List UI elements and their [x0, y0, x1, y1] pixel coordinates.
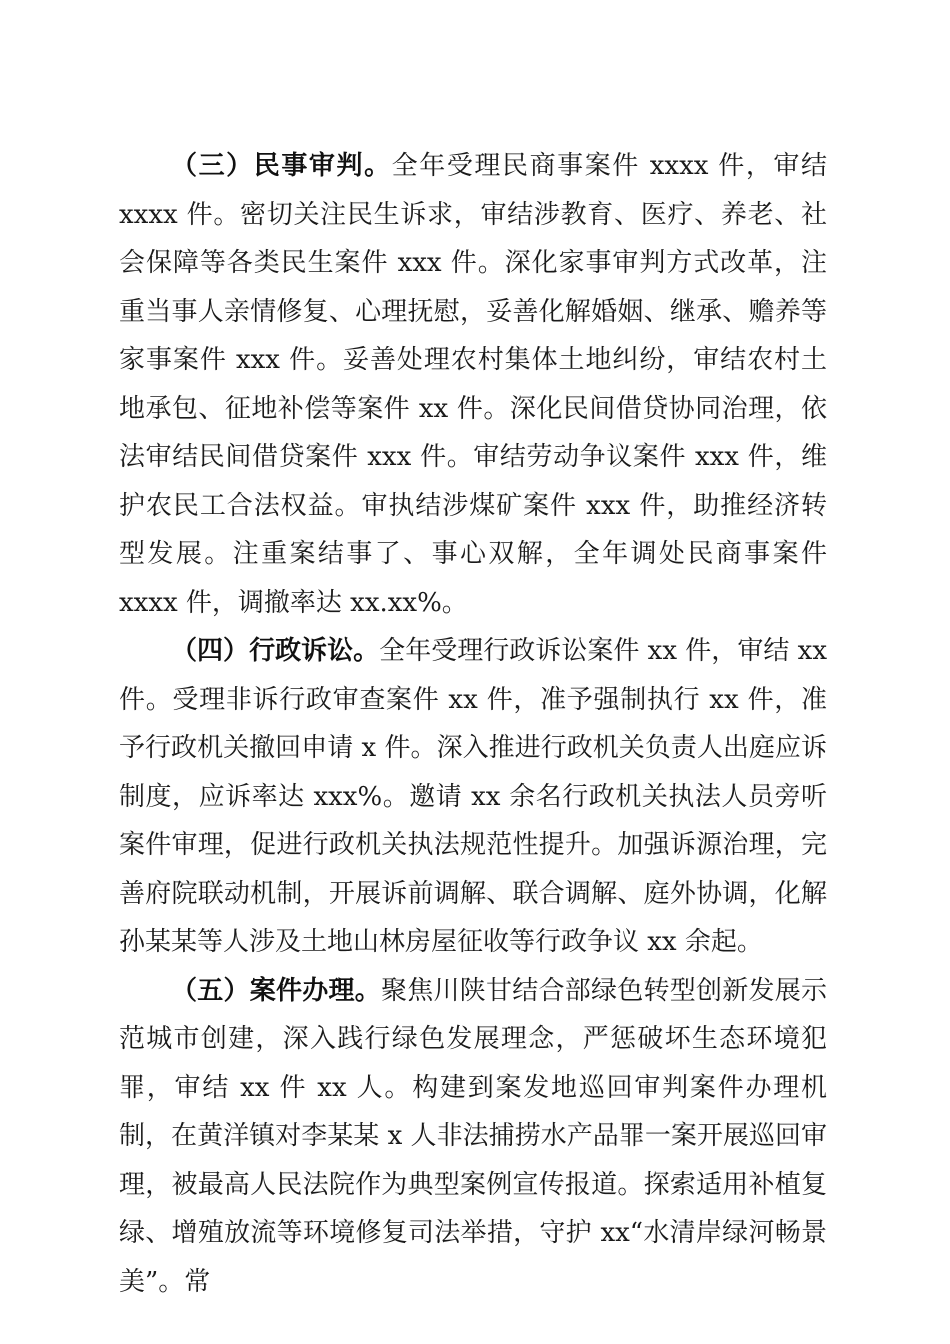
- heading-case-handling: （五）案件办理。: [171, 975, 381, 1006]
- paragraph-administrative-litigation: [119, 627, 827, 967]
- text-case-handling: 聚焦川陕甘结合部绿色转型创新发展示范城市创建，深入践行绿色发展理念，严惩破坏生态环境犯罪，审结 xx 件 xx 人。构建到案发地巡回审判案件办理机制，在黄洋镇对李某某 x 人非法捕捞水产品罪一案开展巡回审理，被最高人民法院作为典型案例宣传报道。探索适用补植复绿、增殖放流等环境修复司法举措，守护 xx“水清岸绿河畅景美”。常: [119, 975, 827, 1297]
- text-civil-trial: 全年受理民商事案件 xxxx 件，审结 xxxx 件。密切关注民生诉求，审结涉教育、医疗、养老、社会保障等各类民生案件 xxx 件。深化家事审判方式改革，注重当事人亲情修复、心理抚慰，妥善化解婚姻、继承、赡养等家事案件 xxx 件。妥善处理农村集体土地纠纷，审结农村土地承包、征地补偿等案件 xx 件。深化民间借贷协同治理，依法审结民间借贷案件 xxx 件。审结劳动争议案件 xxx 件，维护农民工合法权益。审执结涉煤矿案件 xxx 件，助推经济转型发展。注重案结事了、事心双解，全年调处民商事案件 xxxx 件，调撤率达 xx.xx%。: [119, 151, 827, 618]
- heading-administrative-litigation: （四）行政诉讼。: [171, 636, 380, 666]
- paragraph-case-handling: [119, 967, 827, 1307]
- paragraph-civil-trial: [119, 142, 827, 627]
- heading-civil-trial: （三）民事审判。: [171, 151, 392, 181]
- document-body: [119, 142, 827, 1306]
- text-administrative-litigation: 全年受理行政诉讼案件 xx 件，审结 xx 件。受理非诉行政审查案件 xx 件，准予强制执行 xx 件，准予行政机关撤回申请 x 件。深入推进行政机关负责人出庭应诉制度，应诉率达 xxx%。邀请 xx 余名行政机关执法人员旁听案件审理，促进行政机关执法规范性提升。加强诉源治理，完善府院联动机制，开展诉前调解、联合调解、庭外协调，化解孙某某等人涉及土地山林房屋征收等行政争议 xx 余起。: [119, 636, 827, 957]
